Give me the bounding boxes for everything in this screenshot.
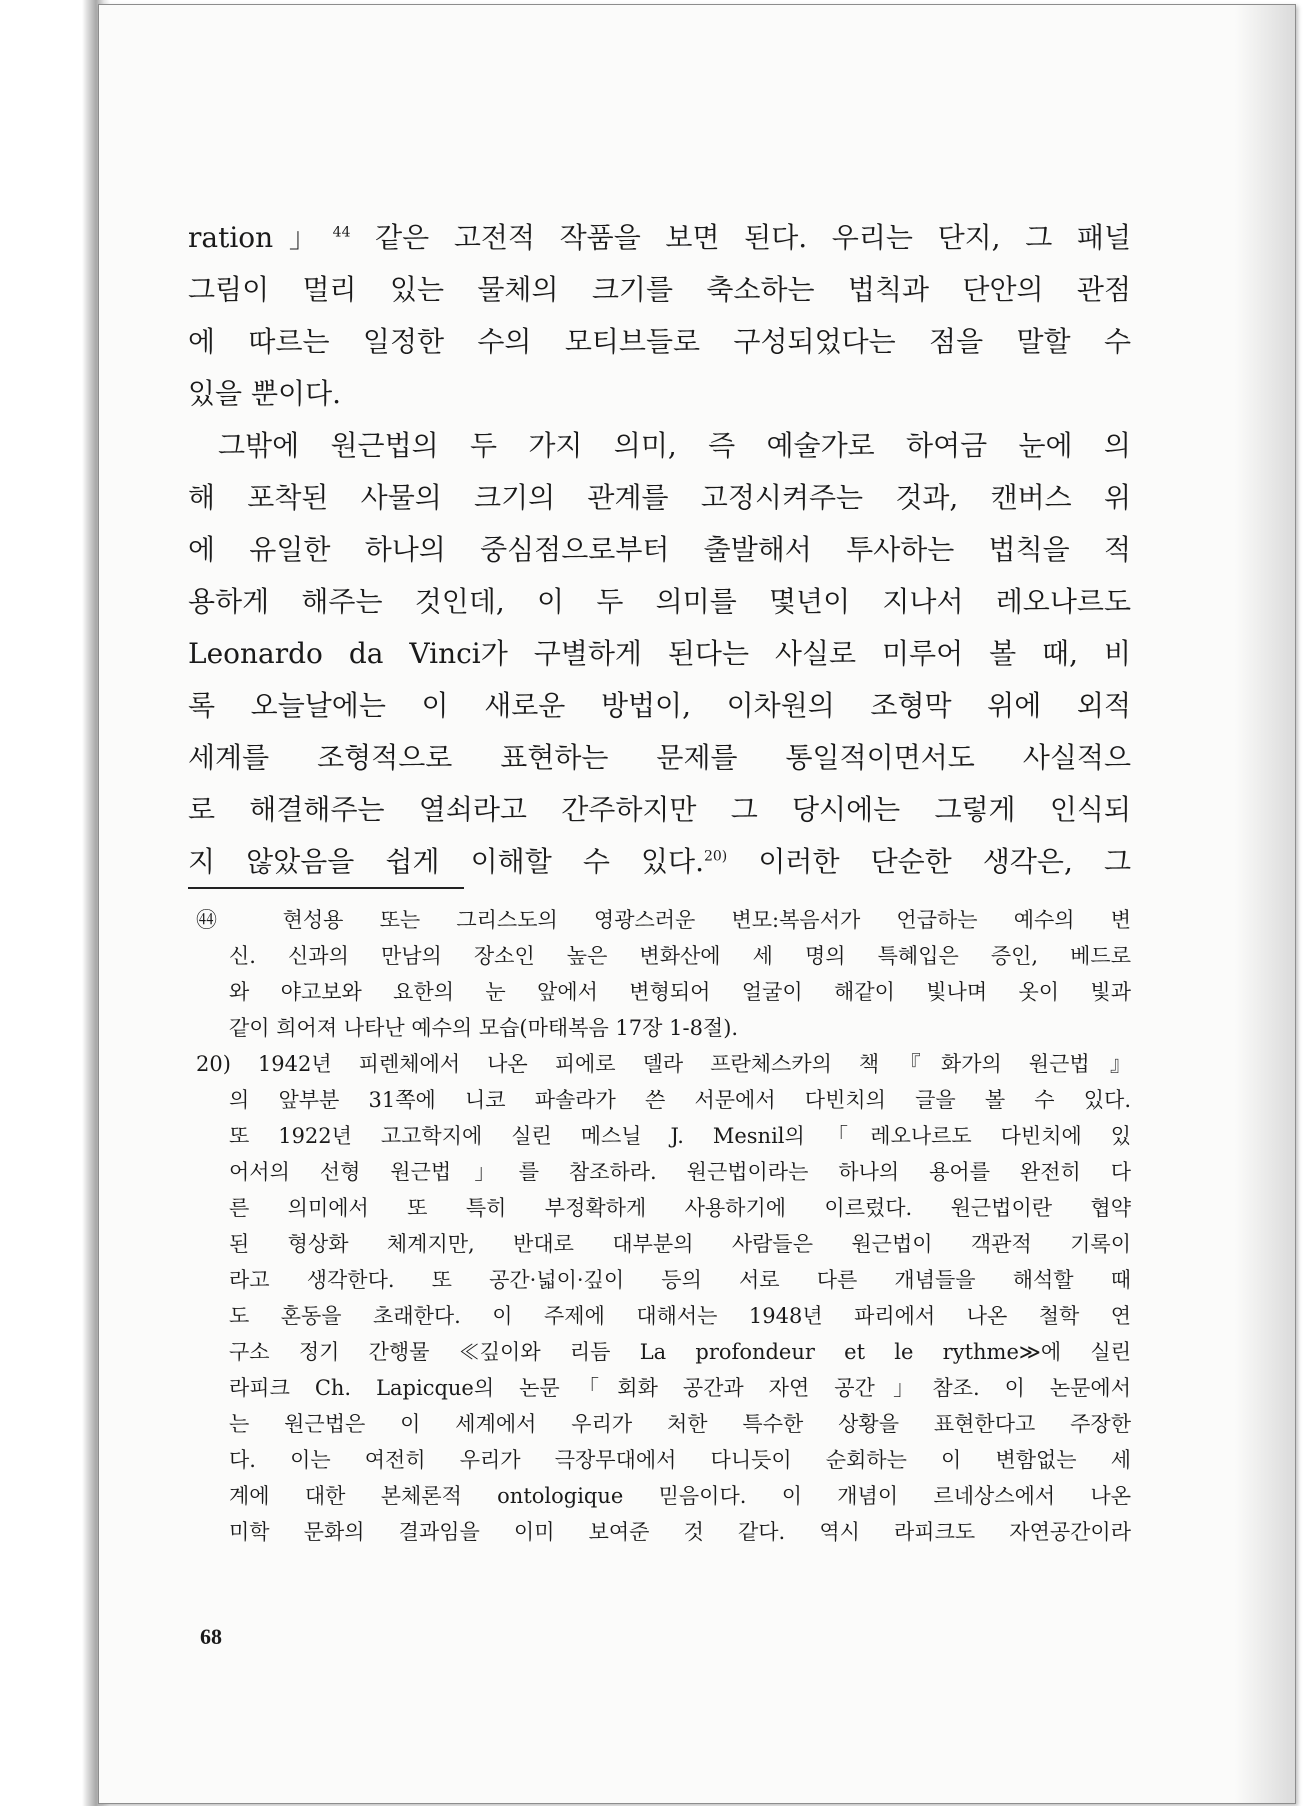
footnote-20-line: 른 의미에서 또 특히 부정확하게 사용하기에 이르렀다. 원근법이란 협약 bbox=[229, 1196, 1131, 1220]
footnote-20-line: 다. 이는 여전히 우리가 극장무대에서 다니듯이 순회하는 이 변함없는 세 bbox=[229, 1448, 1131, 1472]
body-line: 에 따르는 일정한 수의 모티브들로 구성되었다는 점을 말할 수 bbox=[188, 325, 1131, 358]
footnote-20-line: 또 1922년 고고학지에 실린 메스닐 J. Mesnil의「레오나르도 다빈치에 있 bbox=[229, 1124, 1131, 1148]
body-line: 지 않았음을 쉽게 이해할 수 있다.$^{20)}$ 이러한 단순한 생각은, 그 bbox=[188, 845, 1131, 878]
main-body-text bbox=[188, 212, 1131, 888]
body-line: 록 오늘날에는 이 새로운 방법이, 이차원의 조형막 위에 외적 bbox=[188, 689, 1131, 722]
body-line: 세계를 조형적으로 표현하는 문제를 통일적이면서도 사실적으 bbox=[188, 741, 1131, 774]
body-line: 그림이 멀리 있는 물체의 크기를 축소하는 법칙과 단안의 관점 bbox=[188, 273, 1131, 306]
footnote-ref: 20) bbox=[703, 848, 728, 865]
footnote-20-line: 된 형상화 체계지만, 반대로 대부분의 사람들은 원근법이 객관적 기록이 bbox=[229, 1232, 1131, 1256]
body-line: 에 유일한 하나의 중심점으로부터 출발해서 투사하는 법칙을 적 bbox=[188, 533, 1131, 566]
footnote-20-line: 라고 생각한다. 또 공간·넓이·깊이 등의 서로 다른 개념들을 해석할 때 bbox=[229, 1268, 1131, 1292]
footnote-44-line: 와 야고보와 요한의 눈 앞에서 변형되어 얼굴이 해같이 빛나며 옷이 빛과 bbox=[229, 980, 1131, 1004]
footnote-20-line: 어서의 선형 원근법」를 참조하라. 원근법이라는 하나의 용어를 완전히 다 bbox=[229, 1160, 1131, 1184]
footnote-20-line: 의 앞부분 31쪽에 니코 파솔라가 쓴 서문에서 다빈치의 글을 볼 수 있다. bbox=[229, 1088, 1131, 1112]
body-line: 용하게 해주는 것인데, 이 두 의미를 몇년이 지나서 레오나르도 bbox=[188, 585, 1131, 618]
footnote-20-line: 도 혼동을 초래한다. 이 주제에 대해서는 1948년 파리에서 나온 철학 연 bbox=[229, 1304, 1131, 1328]
footnote-44-line: 신. 신과의 만남의 장소인 높은 변화산에 세 명의 특혜입은 증인, 베드로 bbox=[229, 944, 1131, 968]
body-line: 있을 뿐이다. bbox=[188, 377, 342, 410]
footnote-20-line: 라피크 Ch. Lapicque의 논문「회화 공간과 자연 공간」참조. 이 논문에서 bbox=[229, 1376, 1131, 1400]
footnote-20-line: 계에 대한 본체론적 ontologique 믿음이다. 이 개념이 르네상스에서 나온 bbox=[229, 1484, 1131, 1508]
footnote-44-line: ㊹ 현성용 또는 그리스도의 영광스러운 변모:복음서가 언급하는 예수의 변 bbox=[196, 908, 1131, 932]
footnotes bbox=[196, 902, 1131, 1550]
body-line: Leonardo da Vinci가 구별하게 된다는 사실로 미루어 볼 때, 비 bbox=[188, 637, 1131, 670]
footnote-ref: 44 bbox=[332, 224, 351, 241]
footnote-20-line: 20) 1942년 피렌체에서 나온 피에로 델라 프란체스카의 책『화가의 원근법』 bbox=[196, 1052, 1131, 1076]
book-spine-shadow bbox=[0, 0, 110, 1806]
body-line: 그밖에 원근법의 두 가지 의미, 즉 예술가로 하여금 눈에 의 bbox=[218, 429, 1131, 462]
footnote-44-line: 같이 희어져 나타난 예수의 모습(마태복음 17장 1-8절). bbox=[229, 1016, 739, 1040]
footnote-20-line: 는 원근법은 이 세계에서 우리가 처한 특수한 상황을 표현한다고 주장한 bbox=[229, 1412, 1131, 1436]
body-line: 해 포착된 사물의 크기의 관계를 고정시켜주는 것과, 캔버스 위 bbox=[188, 481, 1131, 514]
body-line: 로 해결해주는 열쇠라고 간주하지만 그 당시에는 그렇게 인식되 bbox=[188, 793, 1131, 826]
page-edge-shading bbox=[1235, 5, 1295, 1803]
footnote-20-line: 구소 정기 간행물 ≪깊이와 리듬 La profondeur et le rythme≫에 실린 bbox=[229, 1340, 1131, 1364]
footnote-separator bbox=[188, 887, 464, 889]
body-line: ration」$^{44}$ 같은 고전적 작품을 보면 된다. 우리는 단지, 그 패널 bbox=[188, 221, 1131, 254]
page-number: 68 bbox=[200, 1624, 222, 1649]
footnote-20-line: 미학 문화의 결과임을 이미 보여준 것 같다. 역시 라피크도 자연공간이라 bbox=[229, 1520, 1131, 1544]
